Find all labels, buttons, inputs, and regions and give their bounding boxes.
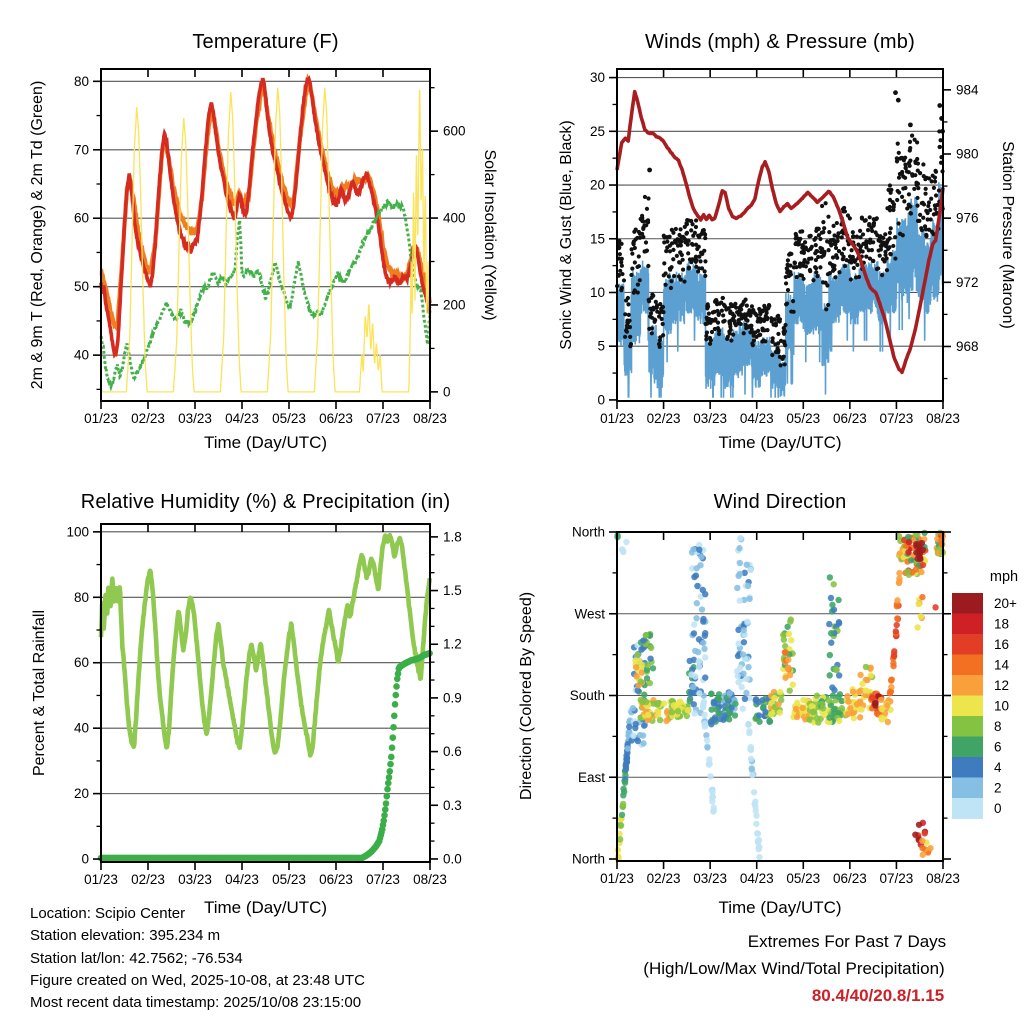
extremes-values: 80.4/40/20.8/1.15: [811, 986, 945, 1005]
winds-ylabel-left: Sonic Wind & Gust (Blue, Black): [558, 120, 575, 350]
winds-ylabel-right: Station Pressure (Maroon): [999, 141, 1016, 329]
svg-text:0: 0: [81, 851, 89, 867]
wind-direction-xlabel: Time (Day/UTC): [718, 898, 842, 917]
svg-text:100: 100: [66, 524, 89, 540]
svg-text:03/23: 03/23: [693, 411, 728, 426]
svg-text:1.8: 1.8: [443, 529, 462, 545]
svg-text:04/23: 04/23: [225, 411, 259, 426]
svg-text:70: 70: [73, 142, 89, 158]
svg-text:0: 0: [597, 392, 605, 408]
svg-text:08/23: 08/23: [413, 872, 447, 887]
humidity-chart: [66, 524, 461, 887]
humidity-chart-title: Relative Humidity (%) & Precipitation (in): [80, 491, 451, 513]
svg-text:05/23: 05/23: [272, 872, 306, 887]
svg-text:06/23: 06/23: [832, 411, 867, 426]
svg-text:4: 4: [994, 759, 1002, 775]
svg-text:03/23: 03/23: [693, 871, 728, 886]
humidity-xlabel: Time (Day/UTC): [203, 898, 328, 917]
wind-direction-chart-title: Wind Direction: [713, 491, 847, 513]
svg-text:968: 968: [956, 338, 979, 354]
svg-text:South: South: [569, 688, 605, 704]
svg-text:04/23: 04/23: [739, 411, 774, 426]
temperature-ylabel-left: 2m & 9m T (Red, Orange) & 2m Td (Green): [29, 80, 46, 390]
svg-text:972: 972: [956, 274, 979, 290]
svg-text:05/23: 05/23: [786, 871, 821, 886]
svg-text:984: 984: [956, 82, 979, 98]
svg-text:06/23: 06/23: [832, 871, 867, 886]
svg-text:40: 40: [73, 720, 89, 736]
svg-text:0.6: 0.6: [443, 744, 462, 760]
svg-text:980: 980: [956, 146, 979, 162]
svg-text:1.5: 1.5: [443, 583, 462, 599]
svg-text:30: 30: [589, 70, 605, 86]
extremes-title: Extremes For Past 7 Days: [747, 932, 947, 951]
svg-text:20: 20: [589, 177, 605, 193]
svg-text:03/23: 03/23: [178, 411, 212, 426]
svg-text:05/23: 05/23: [272, 411, 306, 426]
colorbar-title: mph: [989, 569, 1019, 585]
winds-xlabel: Time (Day/UTC): [718, 433, 842, 452]
svg-text:08/23: 08/23: [926, 871, 960, 886]
svg-text:02/23: 02/23: [646, 411, 681, 426]
svg-text:02/23: 02/23: [131, 872, 165, 887]
svg-text:400: 400: [443, 210, 466, 226]
svg-text:02/23: 02/23: [646, 871, 681, 886]
svg-text:16: 16: [994, 636, 1010, 652]
svg-text:01/23: 01/23: [600, 871, 634, 886]
station-location: Location: Scipio Center: [30, 905, 186, 922]
svg-text:40: 40: [73, 347, 89, 363]
svg-text:600: 600: [443, 123, 466, 139]
svg-text:200: 200: [443, 297, 466, 313]
svg-text:03/23: 03/23: [178, 872, 212, 887]
wind_direction-chart: [570, 525, 960, 887]
station-elevation: Station elevation: 395.234 m: [30, 927, 221, 945]
svg-text:North: North: [571, 851, 605, 867]
svg-text:18: 18: [994, 616, 1010, 632]
svg-text:0.9: 0.9: [443, 690, 462, 706]
station-info-block: [30, 903, 365, 1014]
humidity-ylabel-left: Percent & Total Rainfall: [31, 609, 48, 777]
svg-text:07/23: 07/23: [879, 411, 914, 426]
svg-text:07/23: 07/23: [366, 872, 400, 887]
svg-text:20+: 20+: [994, 595, 1017, 611]
station-latlon: Station lat/lon: 42.7562; -76.534: [30, 949, 243, 967]
svg-text:0: 0: [443, 384, 451, 400]
svg-text:West: West: [574, 606, 605, 622]
svg-text:01/23: 01/23: [84, 872, 118, 887]
svg-text:08/23: 08/23: [926, 411, 960, 426]
wind-direction-ylabel-left: Direction (Colored By Speed): [518, 591, 535, 801]
extremes-subtitle: (High/Low/Max Wind/Total Precipitation): [643, 959, 945, 978]
temperature-ylabel-right: Solar Insolation (Yellow): [481, 149, 498, 321]
svg-text:1.2: 1.2: [443, 636, 462, 652]
svg-text:05/23: 05/23: [786, 411, 821, 426]
svg-text:10: 10: [994, 698, 1010, 714]
svg-text:50: 50: [73, 279, 89, 295]
svg-text:60: 60: [73, 210, 89, 226]
svg-text:10: 10: [589, 284, 605, 300]
svg-text:North: North: [571, 524, 605, 540]
figure-created-line: Figure created on Wed, 2025-10-08, at 23:48 UTC: [30, 971, 365, 989]
svg-text:0.3: 0.3: [443, 797, 462, 813]
svg-text:6: 6: [994, 739, 1002, 755]
svg-text:80: 80: [73, 73, 89, 89]
svg-text:0: 0: [994, 800, 1002, 816]
svg-text:14: 14: [994, 657, 1010, 673]
svg-text:06/23: 06/23: [319, 411, 353, 426]
svg-text:01/23: 01/23: [600, 411, 634, 426]
svg-text:15: 15: [589, 231, 605, 247]
svg-text:976: 976: [956, 210, 979, 226]
svg-text:25: 25: [589, 123, 605, 139]
svg-text:01/23: 01/23: [84, 411, 118, 426]
svg-text:04/23: 04/23: [739, 871, 774, 886]
svg-text:07/23: 07/23: [366, 411, 400, 426]
svg-text:12: 12: [994, 677, 1010, 693]
temperature-xlabel: Time (Day/UTC): [203, 433, 328, 452]
svg-text:60: 60: [73, 655, 89, 671]
svg-text:07/23: 07/23: [879, 871, 914, 886]
svg-text:East: East: [577, 769, 605, 785]
svg-text:08/23: 08/23: [413, 411, 447, 426]
svg-text:8: 8: [994, 718, 1002, 734]
svg-text:20: 20: [73, 786, 89, 802]
recent-timestamp-line: Most recent data timestamp: 2025/10/08 23:15:00: [30, 994, 362, 1012]
temperature-chart: [74, 69, 466, 426]
winds-chart: [590, 69, 979, 426]
svg-text:5: 5: [597, 338, 605, 354]
svg-text:0.0: 0.0: [443, 851, 462, 867]
svg-text:02/23: 02/23: [131, 411, 165, 426]
winds-chart-title: Winds (mph) & Pressure (mb): [645, 31, 915, 53]
speed-colorbar: [952, 593, 1017, 819]
svg-text:06/23: 06/23: [319, 872, 353, 887]
svg-text:80: 80: [73, 589, 89, 605]
svg-text:04/23: 04/23: [225, 872, 259, 887]
svg-text:2: 2: [994, 780, 1002, 796]
temperature-chart-title: Temperature (F): [192, 31, 339, 53]
